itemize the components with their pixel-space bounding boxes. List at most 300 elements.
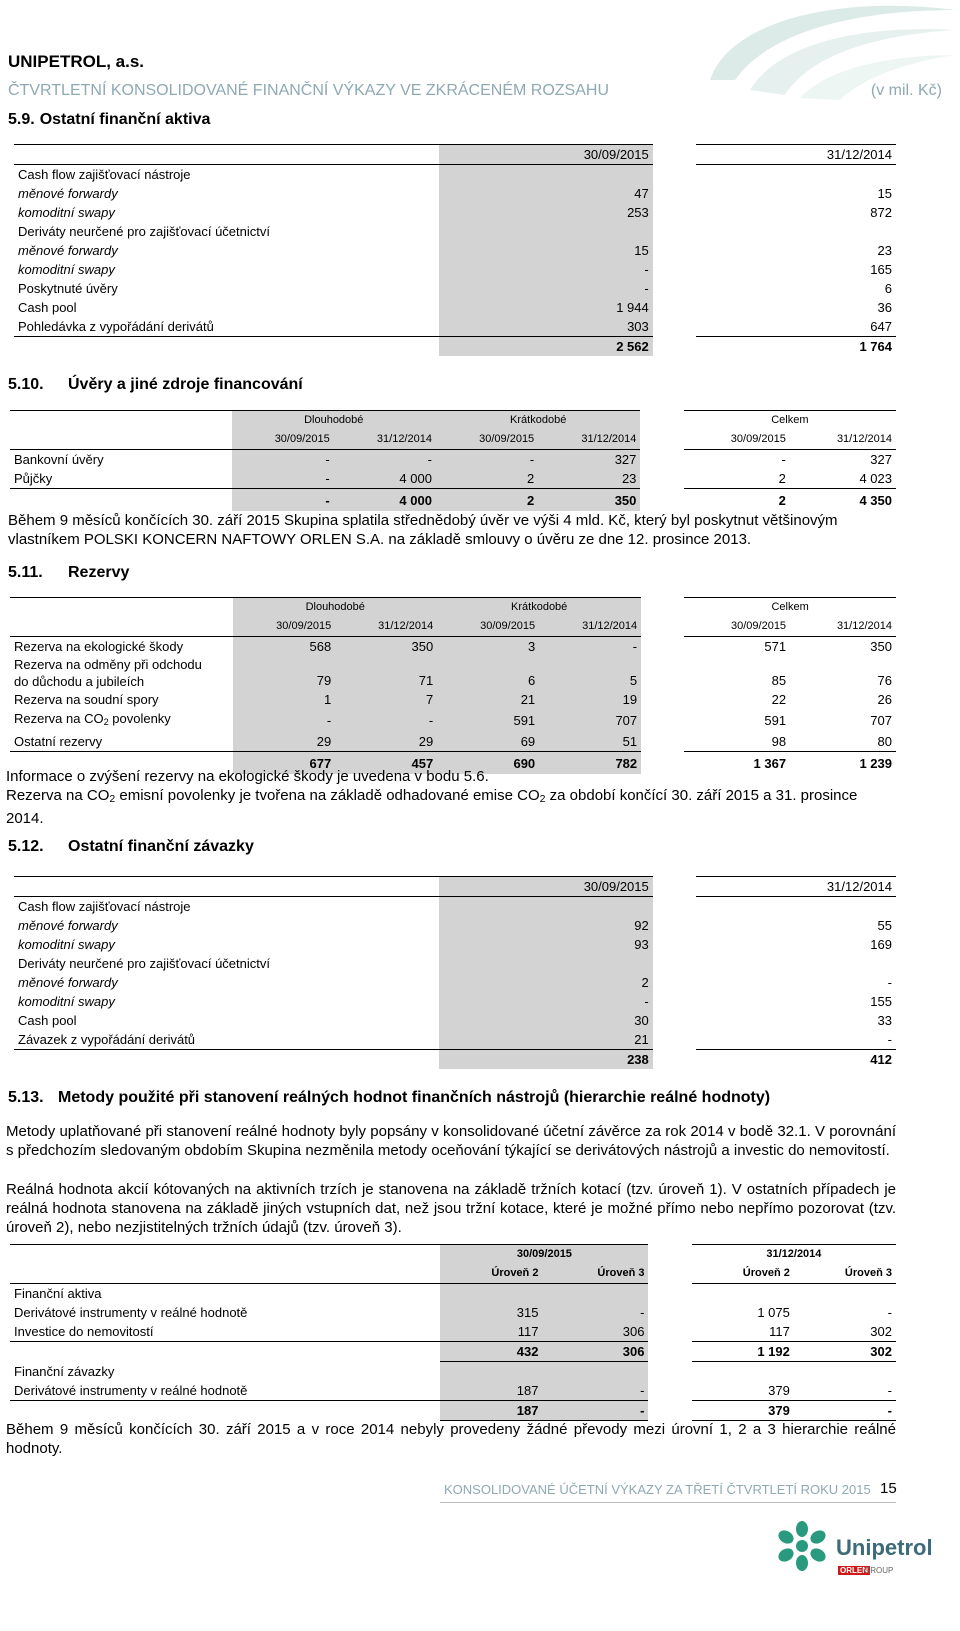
row-label: Rezerva na ekologické škody xyxy=(14,639,184,654)
col-header-date: 31/12/2014 xyxy=(790,430,896,450)
group-header: 30/09/2015 xyxy=(440,1245,648,1265)
report-title: ČTVRTLETNÍ KONSOLIDOVANÉ FINANČNÍ VÝKAZY VE ZKRÁCENÉM ROZSAHU xyxy=(8,82,609,99)
cell-empty xyxy=(440,1284,542,1304)
cell-value: 2 xyxy=(439,973,653,992)
cell-value: 23 xyxy=(538,469,640,489)
cell-value: 707 xyxy=(870,713,892,728)
column-gap xyxy=(653,973,696,992)
column-gap xyxy=(641,690,684,709)
row-label: Závazek z vypořádání derivátů xyxy=(14,1030,439,1050)
cell-empty xyxy=(794,1284,896,1304)
table-row xyxy=(10,450,896,470)
column-gap xyxy=(648,1342,691,1362)
total-value: 1 764 xyxy=(859,339,892,354)
loan-repayment-note: Během 9 měsíců končících 30. září 2015 Skupina splatila střednědobý úvěr ve výši 4 mld. Kč, který byl poskytnut většinovým vlastníkem POLSKI KONCERN NAFTOWY ORLEN S.A. na základě smlouvy o úvěru ze dne 12. prosince 2013. xyxy=(8,512,838,548)
section-number: 5.9. xyxy=(8,111,35,128)
column-gap xyxy=(653,298,696,317)
column-gap xyxy=(653,222,696,241)
date-header-row xyxy=(10,430,896,450)
col-header-date: 31/12/2014 xyxy=(790,617,896,637)
total-value: 187 xyxy=(440,1401,542,1421)
label-text: Rezerva na CO xyxy=(14,711,104,726)
header-spacer xyxy=(10,430,232,450)
total-value: 677 xyxy=(233,752,335,775)
row-label: měnové forwardy xyxy=(18,918,118,933)
cell-value: 3 xyxy=(437,637,539,657)
table-row xyxy=(14,298,896,317)
cell-value: 872 xyxy=(870,205,892,220)
table-row xyxy=(14,279,896,298)
group-header: Krátkodobé xyxy=(436,411,640,431)
row-label: Investice do nemovitostí xyxy=(10,1322,440,1342)
column-gap xyxy=(653,916,696,935)
row-label: Derivátové instrumenty v reálné hodnotě xyxy=(14,1305,248,1320)
table-row xyxy=(14,184,896,203)
fair-value-transfer-note: Během 9 měsíců končících 30. září 2015 a v roce 2014 nebyly provedeny žádné převody mezi úrovní 1, 2 a 3 hierarchie reálné hodnoty. xyxy=(6,1421,896,1457)
row-label: Půjčky xyxy=(10,469,232,489)
table-row xyxy=(10,690,896,709)
cell-value: 93 xyxy=(439,935,653,954)
column-gap xyxy=(653,184,696,203)
col-header-date: 31/12/2014 xyxy=(538,430,640,450)
table-row xyxy=(14,203,896,222)
label-line: do důchodu a jubileích xyxy=(14,674,145,689)
cell-value: 591 xyxy=(764,713,787,728)
total-value: 1 192 xyxy=(692,1342,794,1362)
fair-value-levels-paragraph: Reálná hodnota akcií kótovaných na aktivních trzích je stanovena na základě tržních kotací (tzv. úroveň 1). V ostatních případech je reálná hodnota stanovena na základě jiných vstupních dat, než jsou tržní kotace, které je možné přímo nebo nepřímo pozorovat (tzv. úroveň 2), nebo nezjistitelných tržních údajů (tzv. úroveň 3). xyxy=(6,1181,896,1236)
table-row xyxy=(14,317,896,337)
col-header-date: 30/09/2015 xyxy=(437,617,539,637)
cell-value: - xyxy=(887,1305,892,1320)
row-label xyxy=(10,709,233,732)
total-value: 690 xyxy=(437,752,539,775)
cell-value: 71 xyxy=(335,656,437,690)
table-row xyxy=(14,1030,896,1050)
section-5-9-heading xyxy=(8,111,210,129)
cell-value: 15 xyxy=(877,186,892,201)
cell-value: 22 xyxy=(771,692,787,707)
cell-value: 55 xyxy=(877,918,892,933)
cell-value: 327 xyxy=(538,450,640,470)
section-5-12-heading xyxy=(8,838,254,856)
cell-value xyxy=(439,165,653,185)
cell-value: 707 xyxy=(539,709,641,732)
row-label: Deriváty neurčené pro zajišťovací účetnictví xyxy=(18,224,270,239)
row-label: Cash pool xyxy=(18,1013,77,1028)
cell-value: 85 xyxy=(771,673,787,688)
cell-value: - xyxy=(542,1303,648,1322)
section-title: Ostatní finanční aktiva xyxy=(39,111,211,128)
note-text: za období končící 30. září 2015 a 31. prosince 2014. xyxy=(6,787,858,827)
cell-value: 165 xyxy=(870,262,892,277)
row-label: komoditní swapy xyxy=(18,205,115,220)
cell-value: 19 xyxy=(539,690,641,709)
row-label xyxy=(10,1342,440,1362)
table-row xyxy=(10,469,896,489)
group-header: Dlouhodobé xyxy=(232,411,436,431)
other-financial-liabilities-table xyxy=(14,876,896,1069)
cell-value: 47 xyxy=(439,184,653,203)
cell-value: - xyxy=(335,709,437,732)
column-gap xyxy=(641,732,684,752)
total-value: - xyxy=(794,1401,896,1421)
total-value: 4 350 xyxy=(859,492,892,508)
cell-value: 23 xyxy=(877,243,892,258)
cell-value: 169 xyxy=(870,937,892,952)
total-value: 238 xyxy=(439,1050,653,1070)
row-label: komoditní swapy xyxy=(18,262,115,277)
cell-value: 303 xyxy=(439,317,653,337)
cell-value: 117 xyxy=(692,1322,794,1342)
col-header-date: 30/09/2015 xyxy=(684,430,790,450)
group-header: 31/12/2014 xyxy=(692,1245,896,1265)
cell-value: 117 xyxy=(440,1322,542,1342)
column-gap xyxy=(641,656,684,690)
group-header: Celkem xyxy=(684,598,896,618)
col-header-level: Úroveň 2 xyxy=(440,1264,542,1284)
table-row xyxy=(14,954,896,973)
note-text: Rezerva na CO xyxy=(6,787,110,804)
col-header-date: 31/12/2014 xyxy=(539,617,641,637)
cell-value: 29 xyxy=(335,732,437,752)
column-gap xyxy=(653,1050,696,1070)
cell-value: 1 xyxy=(233,690,335,709)
cell-value: 647 xyxy=(696,317,896,337)
column-gap xyxy=(648,1362,691,1382)
column-gap xyxy=(640,411,683,431)
level-header-row xyxy=(10,1264,896,1284)
total-value: 302 xyxy=(794,1342,896,1362)
cell-value xyxy=(439,954,653,973)
fair-value-hierarchy-table xyxy=(10,1244,896,1421)
company-name: UNIPETROL, a.s. xyxy=(8,52,145,71)
section-5-11-heading xyxy=(8,564,129,582)
footer-divider xyxy=(440,1502,896,1503)
cell-value: 79 xyxy=(233,656,335,690)
date-header-row xyxy=(10,617,896,637)
cell-value: 98 xyxy=(684,732,790,752)
label-line: Rezerva na odměny při odchodu xyxy=(14,657,202,672)
cell-value: 6 xyxy=(884,281,892,296)
col-header-date: 31/12/2014 xyxy=(696,877,896,897)
other-financial-assets-table xyxy=(14,144,896,356)
column-gap xyxy=(648,1401,691,1421)
total-value: 2 562 xyxy=(439,337,653,357)
cell-value: 568 xyxy=(233,637,335,657)
row-label: Cash flow zajišťovací nástroje xyxy=(18,899,191,914)
table-row xyxy=(14,260,896,279)
section-title: Úvěry a jiné zdroje financování xyxy=(68,376,303,393)
category-label: Finanční závazky xyxy=(14,1363,115,1379)
cell-value: 21 xyxy=(439,1030,653,1050)
currency-unit: (v mil. Kč) xyxy=(870,82,942,99)
column-gap xyxy=(653,260,696,279)
header-spacer xyxy=(10,598,233,618)
cell-value: 350 xyxy=(335,637,437,657)
cell-value xyxy=(696,165,896,185)
cell-value: 51 xyxy=(539,732,641,752)
cell-value: 379 xyxy=(692,1381,794,1401)
col-header-level: Úroveň 3 xyxy=(794,1264,896,1284)
total-value: 457 xyxy=(335,752,437,775)
total-value: - xyxy=(232,489,334,512)
total-row xyxy=(14,337,896,357)
cell-value: - xyxy=(542,1381,648,1401)
cell-value: 6 xyxy=(437,656,539,690)
cell-value: 253 xyxy=(439,203,653,222)
column-gap xyxy=(648,1322,691,1342)
table-row xyxy=(10,709,896,732)
column-gap xyxy=(653,337,696,357)
cell-value: 76 xyxy=(877,673,892,688)
cell-value: - xyxy=(232,469,334,489)
section-title: Ostatní finanční závazky xyxy=(68,838,254,855)
cell-value: 1 075 xyxy=(757,1305,790,1320)
subscript: 2 xyxy=(103,717,109,727)
table-row xyxy=(14,222,896,241)
cell-value: - xyxy=(794,1381,896,1401)
group-header-row xyxy=(10,598,896,618)
cell-value: - xyxy=(334,450,436,470)
col-header-date: 30/09/2015 xyxy=(233,617,335,637)
table-row xyxy=(10,1322,896,1342)
cell-value: 571 xyxy=(764,639,787,654)
total-value: 1 239 xyxy=(859,755,892,771)
row-label: Pohledávka z vypořádání derivátů xyxy=(14,317,439,337)
total-value: 2 xyxy=(436,489,538,512)
column-gap xyxy=(648,1284,691,1304)
group-label: GROUP xyxy=(864,1566,894,1575)
cell-value: - xyxy=(436,450,538,470)
cell-value xyxy=(439,222,653,241)
col-header-date: 30/09/2015 xyxy=(684,617,790,637)
cell-empty xyxy=(542,1362,648,1382)
column-gap xyxy=(640,430,683,450)
column-gap xyxy=(648,1303,691,1322)
row-label: Deriváty neurčené pro zajišťovací účetnictví xyxy=(18,956,270,971)
column-gap xyxy=(653,897,696,917)
cell-value: 21 xyxy=(437,690,539,709)
column-gap xyxy=(641,617,684,637)
provisions-note-2 xyxy=(6,786,896,828)
total-row xyxy=(10,1342,896,1362)
column-gap xyxy=(653,935,696,954)
group-header: Dlouhodobé xyxy=(233,598,437,618)
total-value: 1 367 xyxy=(753,755,787,771)
cell-value: 2 xyxy=(684,469,790,489)
row-label: Poskytnuté úvěry xyxy=(18,281,118,296)
table-row xyxy=(14,973,896,992)
cell-value: 306 xyxy=(542,1322,648,1342)
total-value: 350 xyxy=(538,489,640,512)
cell-value: 80 xyxy=(790,732,896,752)
column-gap xyxy=(641,598,684,618)
header-spacer xyxy=(10,617,233,637)
header-spacer xyxy=(10,411,232,431)
cell-value: 2 xyxy=(436,469,538,489)
column-gap xyxy=(653,1011,696,1030)
col-header-level: Úroveň 2 xyxy=(692,1264,794,1284)
column-gap xyxy=(640,489,683,512)
category-row xyxy=(10,1284,896,1304)
cell-value: 69 xyxy=(437,732,539,752)
row-label xyxy=(10,656,233,690)
row-label: Ostatní rezervy xyxy=(10,732,233,752)
column-gap xyxy=(640,450,683,470)
cell-value: - xyxy=(439,279,653,298)
header-spacer xyxy=(10,1264,440,1284)
row-label xyxy=(14,337,439,357)
total-value: - xyxy=(542,1401,648,1421)
cell-value: 36 xyxy=(877,300,892,315)
cell-value: 7 xyxy=(335,690,437,709)
total-value: 2 xyxy=(778,492,786,508)
cell-value: - xyxy=(781,452,786,467)
cell-value: 187 xyxy=(440,1381,542,1401)
column-gap xyxy=(640,469,683,489)
subscript: 2 xyxy=(109,793,116,805)
row-label xyxy=(10,1401,440,1421)
cell-value: 302 xyxy=(794,1322,896,1342)
table-row xyxy=(14,992,896,1011)
cell-empty xyxy=(692,1362,794,1382)
loans-table xyxy=(10,410,896,511)
column-gap xyxy=(648,1381,691,1401)
col-header-level: Úroveň 3 xyxy=(542,1264,648,1284)
cell-value: 30 xyxy=(439,1011,653,1030)
column-gap xyxy=(653,317,696,337)
col-header-date: 30/09/2015 xyxy=(439,145,653,165)
table-row xyxy=(10,637,896,657)
section-number: 5.11. xyxy=(8,564,43,581)
total-row xyxy=(10,1401,896,1421)
group-header: Celkem xyxy=(684,411,896,431)
cell-value xyxy=(696,222,896,241)
unipetrol-logo-icon xyxy=(772,1520,832,1572)
section-title: Metody použité při stanovení reálných hodnot finančních nástrojů (hierarchie reálné hodnoty) xyxy=(58,1089,771,1106)
cell-value: - xyxy=(233,709,335,732)
cell-value: 92 xyxy=(439,916,653,935)
section-5-13-heading xyxy=(8,1089,770,1107)
note-text: emisní povolenky je tvořena na základě odhadované emise CO xyxy=(115,787,540,804)
table-row xyxy=(10,1381,896,1401)
cell-value: 33 xyxy=(877,1013,892,1028)
cell-value: 1 944 xyxy=(439,298,653,317)
label-text: povolenky xyxy=(108,711,171,726)
col-header-date: 31/12/2014 xyxy=(334,430,436,450)
footer-text: KONSOLIDOVANÉ ÚČETNÍ VÝKAZY ZA TŘETÍ ČTVRTLETÍ ROKU 2015 xyxy=(444,1482,871,1497)
fair-value-methods-paragraph: Metody uplatňované při stanovení reálné hodnoty byly popsány v konsolidované účetní závěrce za rok 2014 v bodě 32.1. V porovnání s předchozím sledovaným obdobím Skupina nezměnila metody oceňování týkající se derivátových nástrojů a investic do nemovitostí. xyxy=(6,1123,896,1159)
row-label: Bankovní úvěry xyxy=(14,452,104,467)
subscript: 2 xyxy=(539,793,546,805)
group-header-row xyxy=(10,1245,896,1265)
section-number: 5.13. xyxy=(8,1089,44,1106)
row-label: měnové forwardy xyxy=(18,243,118,258)
cell-value: 315 xyxy=(440,1303,542,1322)
row-label: Rezerva na soudní spory xyxy=(14,692,159,707)
row-label xyxy=(14,1050,439,1070)
cell-value: - xyxy=(887,975,892,990)
table-row xyxy=(10,656,896,690)
cell-value: - xyxy=(439,260,653,279)
cell-value: - xyxy=(439,992,653,1011)
table-row xyxy=(14,241,896,260)
total-value: 782 xyxy=(539,752,641,775)
cell-value: 4 000 xyxy=(334,469,436,489)
page-number: 15 xyxy=(880,1480,897,1497)
row-label: Cash pool xyxy=(18,300,77,315)
table-header-row xyxy=(14,145,896,165)
cell-value: 155 xyxy=(870,994,892,1009)
cell-value: 5 xyxy=(539,656,641,690)
row-label: měnové forwardy xyxy=(18,975,118,990)
total-row xyxy=(14,1050,896,1070)
col-header-date: 31/12/2014 xyxy=(335,617,437,637)
cell-value: - xyxy=(539,637,641,657)
total-row xyxy=(10,489,896,512)
cell-value: - xyxy=(696,1030,896,1050)
col-header-date: 30/09/2015 xyxy=(232,430,334,450)
cell-value: 26 xyxy=(877,692,892,707)
cell-empty xyxy=(794,1362,896,1382)
section-number: 5.10. xyxy=(8,376,44,393)
table-row xyxy=(14,935,896,954)
cell-value: 350 xyxy=(870,639,892,654)
row-label: komoditní swapy xyxy=(18,937,115,952)
total-value: 412 xyxy=(870,1052,892,1067)
group-header-row xyxy=(10,411,896,431)
cell-value: 15 xyxy=(439,241,653,260)
cell-empty xyxy=(692,1284,794,1304)
cell-value: 29 xyxy=(233,732,335,752)
col-header-date: 31/12/2014 xyxy=(696,145,896,165)
table-row xyxy=(14,165,896,185)
logo-wordmark: Unipetrol xyxy=(836,1535,933,1560)
table-header-row xyxy=(14,877,896,897)
column-gap xyxy=(653,279,696,298)
section-title: Rezervy xyxy=(68,564,130,581)
cell-value: - xyxy=(232,450,334,470)
row-label xyxy=(10,489,232,512)
row-label: komoditní swapy xyxy=(18,994,115,1009)
total-value: 306 xyxy=(542,1342,648,1362)
provisions-table xyxy=(10,597,896,774)
section-number: 5.12. xyxy=(8,838,44,855)
cell-value xyxy=(439,897,653,917)
cell-value: 4 023 xyxy=(790,469,896,489)
group-header: Krátkodobé xyxy=(437,598,641,618)
cell-value: 327 xyxy=(870,452,892,467)
cell-empty xyxy=(440,1362,542,1382)
provisions-note-1: Informace o zvýšení rezervy na ekologické škody je uvedena v bodu 5.6. xyxy=(6,768,489,785)
total-value: 379 xyxy=(692,1401,794,1421)
column-gap xyxy=(653,954,696,973)
row-label: Cash flow zajišťovací nástroje xyxy=(18,167,191,182)
category-row xyxy=(10,1362,896,1382)
cell-empty xyxy=(542,1284,648,1304)
table-row xyxy=(10,732,896,752)
column-gap xyxy=(641,709,684,732)
total-value: 432 xyxy=(440,1342,542,1362)
orlen-badge: ORLEN xyxy=(840,1566,868,1575)
table-row xyxy=(10,1303,896,1322)
column-gap xyxy=(648,1264,691,1284)
column-gap xyxy=(653,241,696,260)
col-header-date: 30/09/2015 xyxy=(439,877,653,897)
column-gap xyxy=(653,992,696,1011)
column-gap xyxy=(653,1030,696,1050)
row-label: měnové forwardy xyxy=(18,186,118,201)
